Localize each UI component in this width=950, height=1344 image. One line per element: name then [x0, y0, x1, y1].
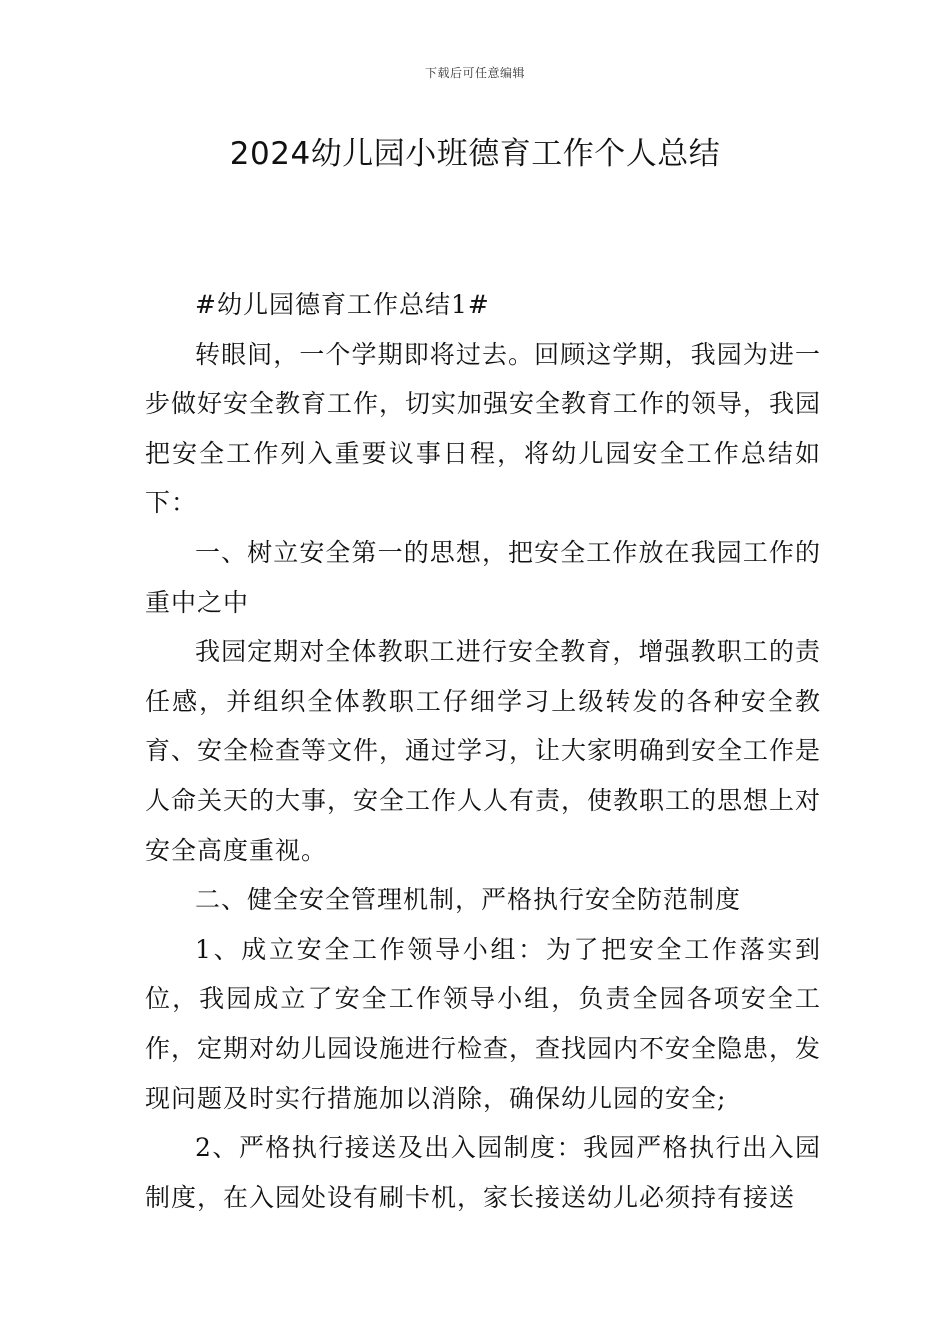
paragraph-item-one: 1、成立安全工作领导小组：为了把安全工作落实到位，我园成立了安全工作领导小组，负责全园各项安全工作，定期对幼儿园设施进行检查，查找园内不安全隐患，发现问题及时实行措施加以消除，确保幼儿园的安全;	[145, 934, 822, 1113]
paragraph-intro: 转眼间，一个学期即将过去。回顾这学期，我园为进一步做好安全教育工作，切实加强安全教育工作的领导，我园把安全工作列入重要议事日程，将幼儿园安全工作总结如下：	[145, 339, 822, 518]
paragraph-heading-one: 一、树立安全第一的思想，把安全工作放在我园工作的重中之中	[145, 537, 821, 617]
paragraph-safety-education: 我园定期对全体教职工进行安全教育，增强教职工的责任感，并组织全体教职工仔细学习上级转发的各种安全教育、安全检查等文件，通过学习，让大家明确到安全工作是人命关天的大事，安全工作人人有责，使教职工的思想上对安全高度重视。	[145, 637, 822, 865]
header-note: 下载后可任意编辑	[424, 66, 525, 80]
document-body	[145, 280, 821, 1222]
paragraph-item-two: 2、严格执行接送及出入园制度：我园严格执行出入园制度，在入园处设有刷卡机，家长接送幼儿必须持有接送	[145, 1133, 821, 1212]
document-title: 2024幼儿园小班德育工作个人总结	[229, 136, 721, 172]
paragraph-heading-two: 二、健全安全管理机制，严格执行安全防范制度	[195, 885, 742, 915]
paragraph-section-heading: #幼儿园德育工作总结1#	[195, 290, 490, 319]
